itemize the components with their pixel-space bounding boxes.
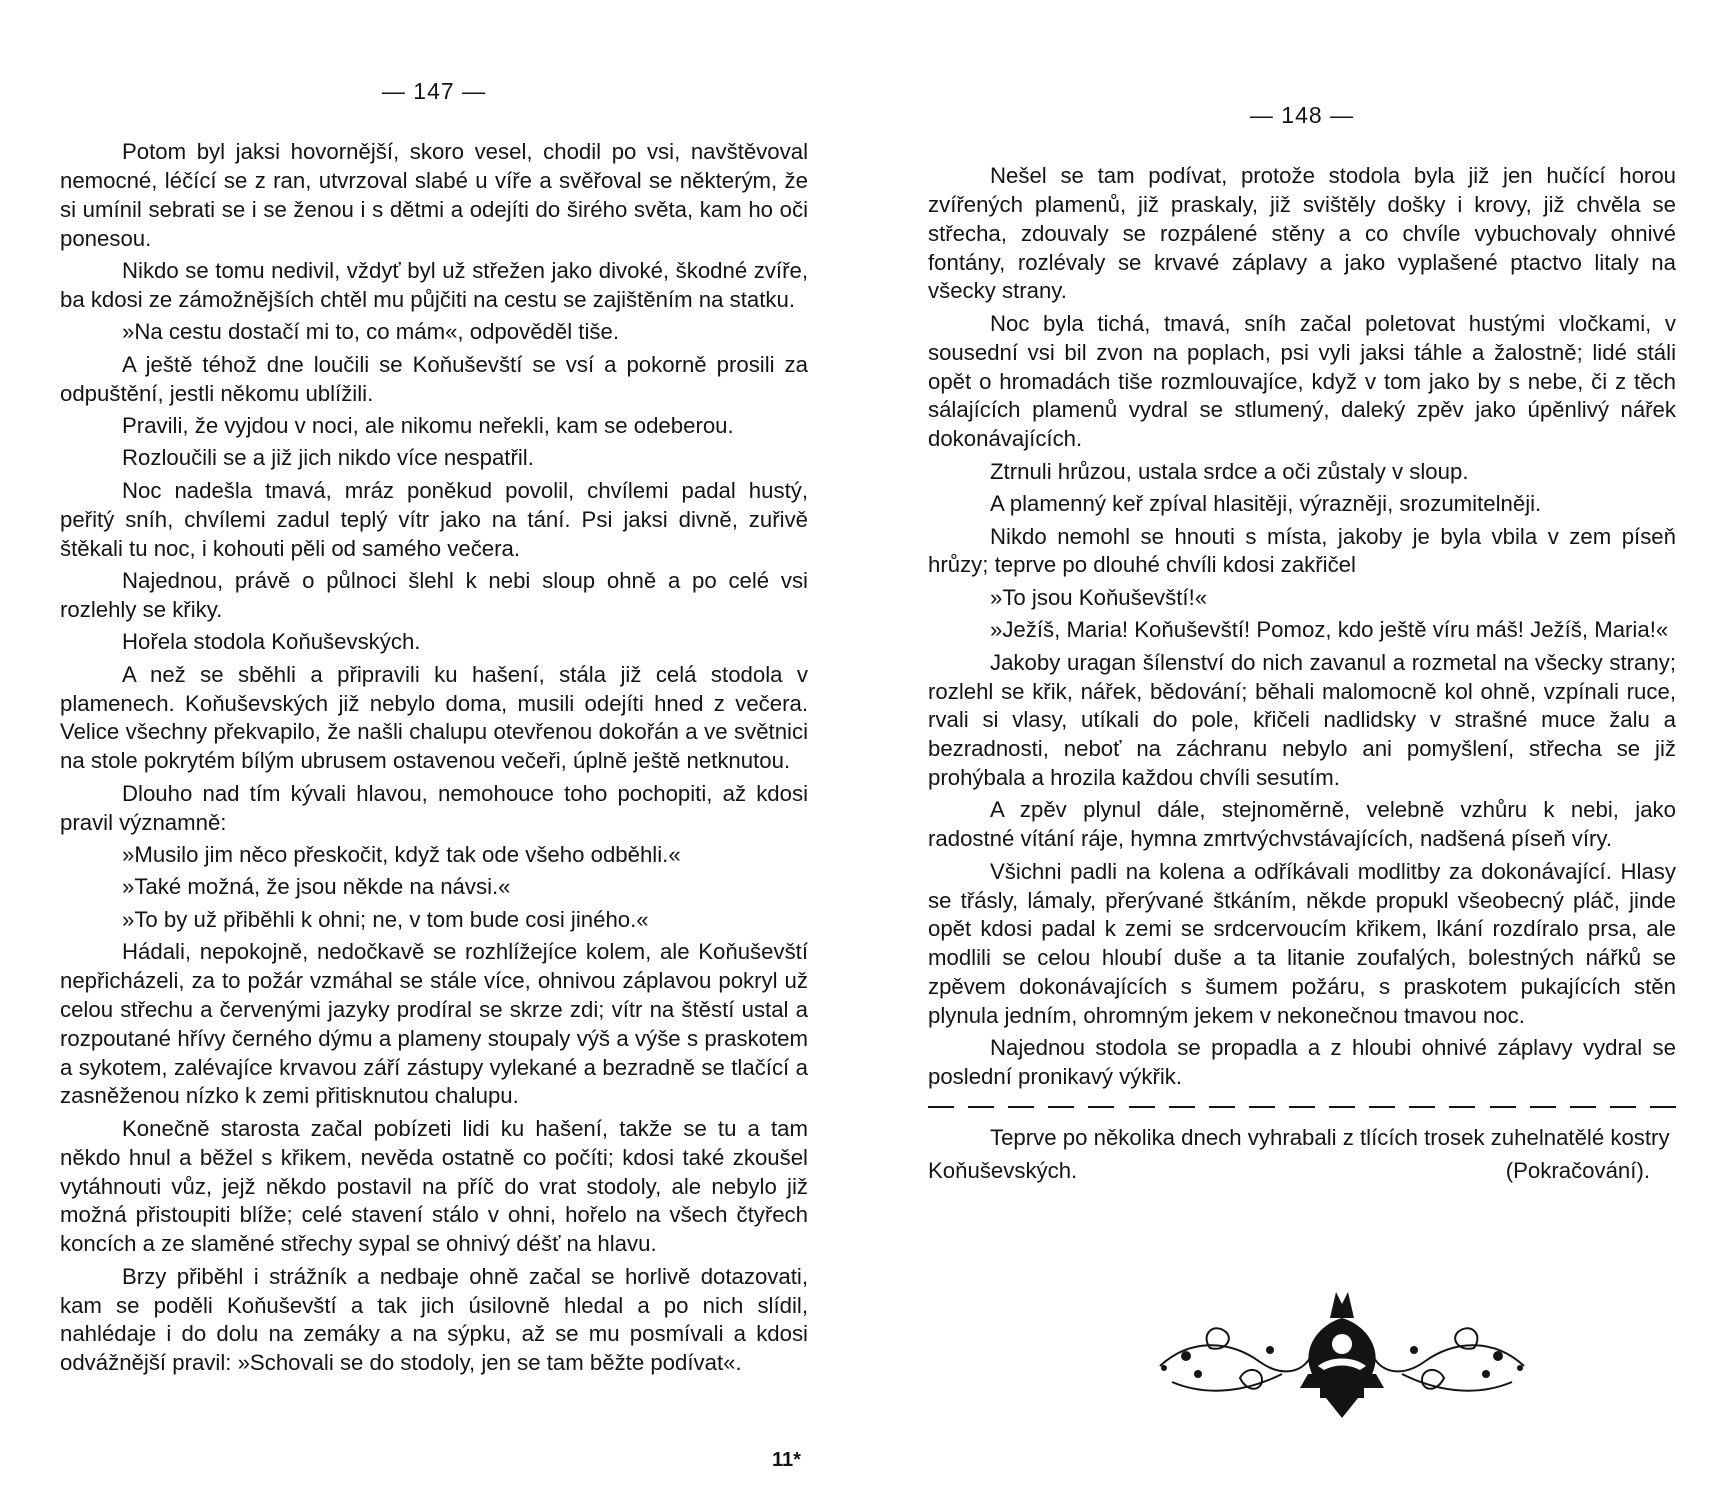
paragraph: Najednou stodola se propadla a z hloubi ohnivé záplavy vydral se poslední pronikavý výkřik.	[928, 1035, 1676, 1090]
paragraph: Nikdo nemohl se hnouti s místa, jakoby je byla vbila v zem píseň hrůzy; teprve po dlouhé chvíli kdosi zakřičel	[928, 523, 1676, 578]
page-text	[60, 138, 808, 1378]
paragraph: Potom byl jaksi hovornější, skoro vesel, chodil po vsi, navštěvoval nemocné, léčící se z ran, utvrzoval slabé u víře a svěřoval se některým, že si umínil sebrati se i se ženou i s dětmi a odejíti do širého světa, kam ho oči ponesou.	[60, 139, 808, 251]
paragraph: Dlouho nad tím kývali hlavou, nemohouce toho pochopiti, až kdosi pravil významně:	[60, 780, 808, 835]
paragraph: A než se sběhli a připravili ku hašení, stála již celá stodola v plamenech. Koňuševských již nebylo doma, musili odejíti hned z večera. Velice všechny překvapilo, že našli chalupu otevřenou dokořán a ve světnici na stole pokrytém bílým ubrusem ostavenou večeři, úplně ještě netknutou.	[60, 661, 808, 774]
closing-line	[928, 1157, 1676, 1186]
paragraph: A zpěv plynul dále, stejnoměrně, velebně vzhůru k nebi, jako radostné vítání ráje, hymna zmrtvýchvstávajících, nadšená píseň víry.	[928, 797, 1676, 852]
paragraph: Rozloučili se a již jich nikdo více nespatřil.	[122, 445, 534, 471]
closing-last-words: Koňuševských.	[928, 1157, 1078, 1183]
page-number: — 147 —	[381, 78, 487, 104]
closing-paragraph: Teprve po několika dnech vyhrabali z tlících trosek zuhelnatělé kostry	[990, 1125, 1670, 1151]
paragraph: A plamenný keř zpíval hlasitěji, výrazněji, srozumitelněji.	[990, 491, 1542, 517]
paragraph: Jakoby uragan šílenství do nich zavanul a rozmetal na všecky strany; rozlehl se křik, nářek, bědování; běhali malomocně kol ohně, vzpínali ruce, rvali si vlasy, utíkali do pole, křičeli nadlidsky v strašné muce žalu a bezradnosti, neboť na záchranu nebylo ani pomyšlení, střecha se již prohýbala a hrozila každou chvíli sesutím.	[928, 649, 1676, 791]
page-number: — 148 —	[1249, 102, 1355, 128]
continuation-note: (Pokračování).	[1505, 1157, 1650, 1183]
paragraph: »To jsou Koňuševští!«	[990, 584, 1208, 610]
paragraph: Brzy přiběhl i strážník a nedbaje ohně začal se horlivě dotazovati, kam se poděli Koňuševští a tak jich úsilovně hledal a po nich slídil, nahlédaje i do dolu na zemáky a na sýpku, až se mu posmívali a kdosi odvážnější pravil: »Schovali se do stodoly, jen se tam běžte podívat«.	[60, 1263, 808, 1376]
paragraph: Noc byla tichá, tmavá, sníh začal poletovat hustými vločkami, v sousední vsi bil zvon na poplach, psi vyli jaksi táhle a žalostně; lidé stáli opět o hromadách tiše rozmlouvajíce, když v tom jako by s nebe, či z těch sálajících plamenů vydral se stlumený, daleký zpěv jako úpěnlivý nářek dokonávajících.	[928, 310, 1676, 452]
paragraph: Najednou, právě o půlnoci šlehl k nebi sloup ohně a po celé vsi rozlehly se křiky.	[60, 567, 808, 622]
paragraph: Konečně starosta začal pobízeti lidi ku hašení, takže se tu a tam někdo hnul a běžel s křikem, nevěda ostatně co počíti; kdosi také zkoušel vytáhnouti vůz, jejž někdo postavil na příč do vrat stodoly, ale nebylo již možná přistoupiti blíže; celé stavení stálo v ohni, hořelo na všech čtyřech koncích a ze slaměné střechy sypal se ohnivý déšť na hlavu.	[60, 1115, 808, 1257]
paragraph: »To by už přiběhli k ohni; ne, v tom bude cosi jiného.«	[122, 906, 649, 932]
printer-signature-mark: 11*	[772, 1449, 801, 1471]
page-text	[928, 162, 1676, 1185]
paragraph: Ztrnuli hrůzou, ustala srdce a oči zůstaly v sloup.	[990, 458, 1469, 484]
paragraph: »Také možná, že jsou někde na návsi.«	[122, 874, 511, 900]
paragraph: Hořela stodola Koňuševských.	[122, 629, 421, 655]
paragraph: Nikdo se tomu nedivil, vždyť byl už střežen jako divoké, škodné zvíře, ba kdosi ze zámožnějších chtěl mu půjčiti na cestu se zajištěním na statku.	[60, 257, 808, 312]
paragraph: Pravili, že vyjdou v noci, ale nikomu neřekli, kam se odeberou.	[122, 412, 734, 438]
paragraph: »Musilo jim něco přeskočit, když tak ode všeho odběhli.«	[122, 841, 681, 867]
paragraph: A ještě téhož dne loučili se Koňuševští se vsí a pokorně prosili za odpuštění, jestli někomu ublížili.	[60, 351, 808, 406]
section-divider	[928, 1106, 1676, 1108]
paragraph: »Na cestu dostačí mi to, co mám«, odpověděl tiše.	[122, 319, 619, 345]
paragraph: Hádali, nepokojně, nedočkavě se rozhlížejíce kolem, ale Koňuševští nepřicházeli, za to požár vzmáhal se stále více, ohnivou záplavou pokryl už celou střechu a červenými jazyky prodíral se skrze zdi; vítr na štěstí ustal a rozpoutané hřívy černého dýmu a plameny stoupaly výš a výše s praskotem a sykotem, zalévajíce krvavou září zástupy vylekané a bezradně se tlačící a zasněženou nízko k zemi přitisknutou chalupu.	[60, 939, 808, 1109]
paragraph: »Ježíš, Maria! Koňuševští! Pomoz, kdo ještě víru máš! Ježíš, Maria!«	[990, 617, 1669, 643]
paragraph: Všichni padli na kolena a odříkávali modlitby za dokonávající. Hlasy se třásly, lámaly, přerývané štkáním, někde propukl všeobecný pláč, jinde opět kdosi padal k zemi se srdcervoucím křikem, lkání rozdíralo prsa, ale modlili se celou hloubí duše a ta litanie zoufalých, bolestných nářků se zpěvem dokonávajících s šumem požáru, s praskotem pukajících stěn plynula jedním, ohromným jekem v nekonečnou tmavou noc.	[928, 858, 1676, 1028]
paragraph: Noc nadešla tmavá, mráz poněkud povolil, chvílemi padal hustý, peřitý sníh, chvílemi zadul teplý vítr jako na tání. Psi jaksi divně, zuřivě štěkali tu noc, i kohouti pěli od samého večera.	[60, 477, 808, 561]
paragraph: Nešel se tam podívat, protože stodola byla již jen hučící horou zvířených plamenů, již praskaly, již svištěly došky i krovy, již chvěla se střecha, zdouvaly se rozpálené stěny a co chvíle vybuchovaly ohnivé fontány, rozlévaly se krvavé záplavy a jako vyplašené ptactvo litaly na všecky strany.	[928, 163, 1676, 304]
floral-vignette-icon	[1150, 1278, 1534, 1422]
